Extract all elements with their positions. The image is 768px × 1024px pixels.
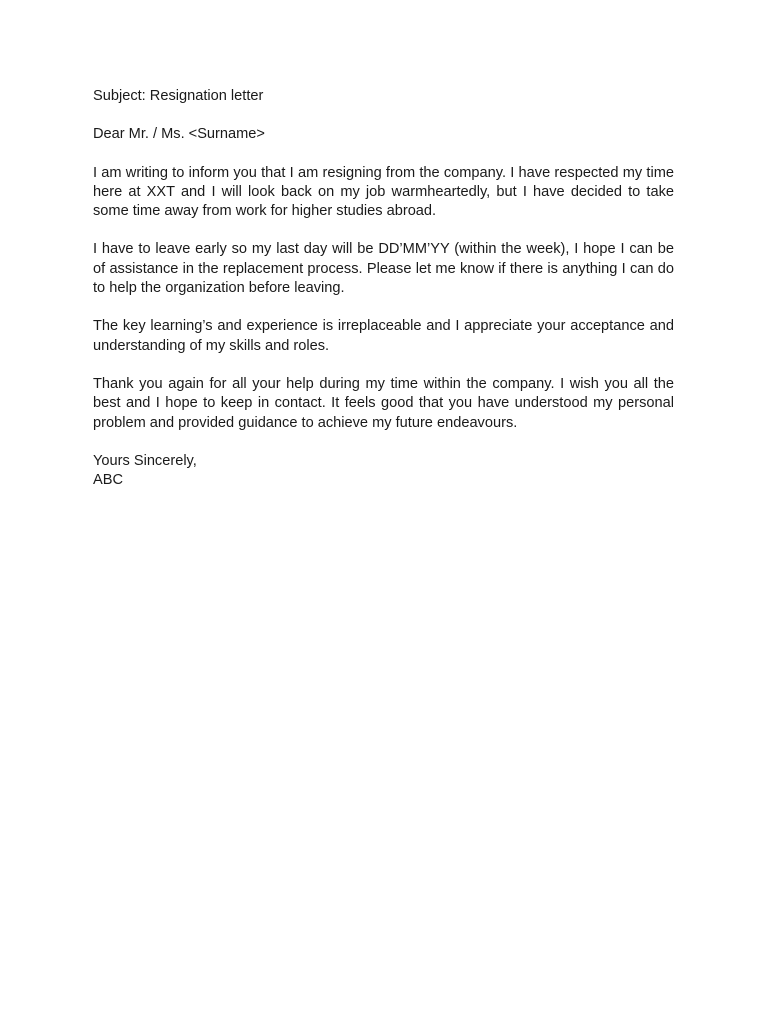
letter-signature: ABC — [93, 472, 124, 489]
letter-paragraph-1: I am writing to inform you that I am resigning from the company. I have respected my time here at XXT and I will look back on my job warmheartedly, but I have decided to take some time away from work for higher studies abroad. — [93, 164, 674, 220]
resignation-letter — [93, 87, 674, 490]
letter-closing: Yours Sincerely, — [93, 452, 197, 469]
letter-paragraph-4: Thank you again for all your help during my time within the company. I wish you all the best and I hope to keep in contact. It feels good that you have understood my personal problem and provided guidance to achieve my future endeavours. — [93, 375, 674, 431]
letter-paragraph-3: The key learning’s and experience is irreplaceable and I appreciate your acceptance and understanding of my skills and roles. — [93, 318, 674, 354]
letter-paragraph-2: I have to leave early so my last day will be DD’MM’YY (within the week), I hope I can be of assistance in the replacement process. Please let me know if there is anything I can do to help the organization before leaving. — [93, 241, 674, 297]
letter-salutation: Dear Mr. / Ms. <Surname> — [93, 126, 265, 143]
letter-subject: Subject: Resignation letter — [93, 88, 264, 104]
